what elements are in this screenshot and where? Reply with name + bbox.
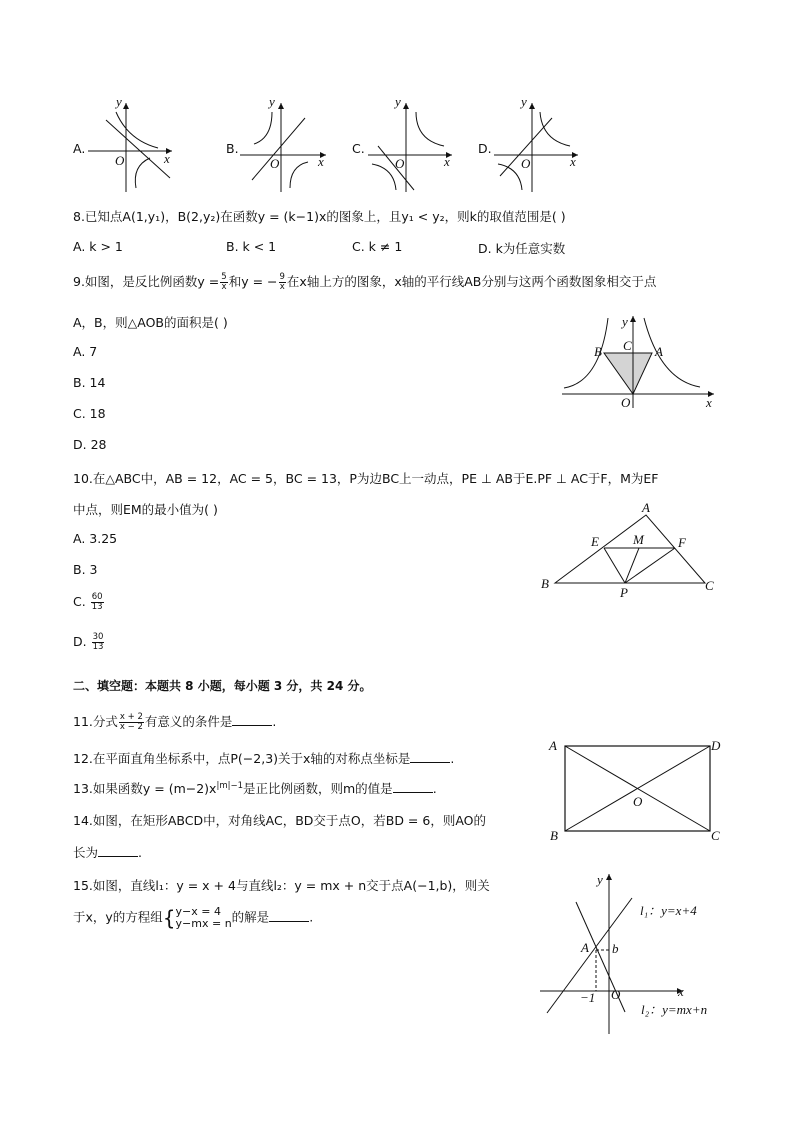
point-p: P bbox=[620, 585, 628, 600]
section-title: 二、填空题：本题共 8 小题，每小题 3 分，共 24 分。 bbox=[73, 679, 372, 693]
axis-x: x bbox=[678, 984, 684, 999]
point-c: C bbox=[705, 578, 714, 593]
origin: O bbox=[521, 156, 531, 171]
q10-stem-line1: 10.在△ABC中，AB = 12，AC = 5，BC = 13，P为边BC上一动点，PE ⊥ AB于E.PF ⊥ AC于F，M为EF bbox=[73, 471, 659, 486]
fraction: $\frac{60}{13}$ bbox=[91, 592, 103, 612]
q8-option-d: D. k为任意实数 bbox=[478, 241, 566, 256]
q14-line2: 长为 . bbox=[73, 845, 142, 860]
center-o: O bbox=[633, 794, 643, 809]
option-key: C. bbox=[352, 141, 365, 156]
axis-y: y bbox=[269, 94, 275, 109]
fraction: $\frac{5}{x}$ bbox=[221, 272, 227, 292]
q11: 11.分式 $\frac{x + 2}{x - 2}$ 有意义的条件是 . bbox=[73, 712, 277, 732]
q15-line1: 15.如图，直线l₁：y = x + 4与直线l₂：y = mx + n交于点A(−1,b)，则关 bbox=[73, 878, 490, 893]
label-neg1: −1 bbox=[580, 990, 596, 1005]
axis-x: x bbox=[706, 395, 712, 410]
q10-option-a: A. 3.25 bbox=[73, 531, 118, 546]
vertex-d: D bbox=[711, 738, 721, 753]
origin: O bbox=[621, 395, 631, 410]
q9-stem-line1: 9.如图，是反比例函数y = $\frac{5}{x}$ 和y = − $\frac{9}{x}$ 在x轴上方的图象，x轴的平行线AB分别与这两个函数图象相交于点 bbox=[73, 272, 657, 292]
fraction: $\frac{9}{x}$ bbox=[279, 272, 285, 292]
q15-line2: 于x，y的方程组{ y−x = 4 y−mx = n 的解是 . bbox=[73, 905, 314, 930]
q9-stem-line2: A，B，则△AOB的面积是( ) bbox=[73, 315, 228, 330]
answer-blank bbox=[232, 715, 272, 726]
label-b: b bbox=[612, 941, 619, 956]
axis-x: x bbox=[570, 154, 576, 169]
q10-option-c: C. $\frac{60}{13}$ bbox=[73, 592, 103, 612]
point-a: A bbox=[642, 500, 650, 515]
point-b: B bbox=[594, 344, 602, 359]
fraction: $\frac{30}{13}$ bbox=[92, 632, 104, 652]
axis-y: y bbox=[622, 314, 628, 329]
q14-line1: 14.如图，在矩形ABCD中，对角线AC，BD交于点O，若BD = 6，则AO的 bbox=[73, 813, 486, 828]
brace: { bbox=[162, 906, 176, 930]
line-l1-label: l₁：y=x+4 bbox=[640, 903, 697, 918]
point-m: M bbox=[633, 532, 644, 547]
q12: 12.在平面直角坐标系中，点P(−2,3)关于x轴的对称点坐标是 . bbox=[73, 751, 455, 766]
axis-y: y bbox=[521, 94, 527, 109]
answer-blank bbox=[410, 752, 450, 763]
origin: O bbox=[115, 153, 125, 168]
q8-option-c: C. k ≠ 1 bbox=[352, 239, 403, 254]
axis-x: x bbox=[318, 154, 324, 169]
equation-system: y−x = 4 y−mx = n bbox=[175, 905, 232, 930]
q13: 13.如果函数$y = (m-2)x^{|m|-1}$是正比例函数，则m的值是 . bbox=[73, 780, 437, 796]
q9-option-d: D. 28 bbox=[73, 437, 107, 452]
axis-x: x bbox=[444, 154, 450, 169]
point-a: A bbox=[581, 940, 589, 955]
q9-option-c: C. 18 bbox=[73, 406, 106, 421]
point-f: F bbox=[678, 535, 686, 550]
axis-y: y bbox=[597, 872, 603, 887]
q9-option-a: A. 7 bbox=[73, 344, 98, 359]
vertex-c: C bbox=[711, 828, 720, 843]
vertex-a: A bbox=[549, 738, 557, 753]
axis-y: y bbox=[395, 94, 401, 109]
q8-option-b: B. k < 1 bbox=[226, 239, 277, 254]
vertex-b: B bbox=[550, 828, 558, 843]
q10-option-d: D. $\frac{30}{13}$ bbox=[73, 632, 104, 652]
answer-blank bbox=[98, 846, 138, 857]
origin: O bbox=[270, 156, 280, 171]
q8-stem: 8.已知点A(1,y₁)，B(2,y₂)在函数y = (k−1)x的图象上，且y₁ < y₂，则k的取值范围是( ) bbox=[73, 209, 566, 224]
point-a: A bbox=[655, 344, 663, 359]
line-l2-label: l₂：y=mx+n bbox=[641, 1002, 708, 1017]
q8-option-a: A. k > 1 bbox=[73, 239, 123, 254]
point-e: E bbox=[591, 534, 599, 549]
origin: O bbox=[611, 987, 621, 1002]
answer-blank bbox=[393, 782, 433, 793]
axis-y: y bbox=[116, 94, 122, 109]
answer-blank bbox=[269, 911, 309, 922]
option-key: B. bbox=[226, 141, 239, 156]
point-b: B bbox=[541, 576, 549, 591]
fraction: $\frac{x + 2}{x - 2}$ bbox=[119, 712, 143, 732]
q10-option-b: B. 3 bbox=[73, 562, 98, 577]
option-key: A. bbox=[73, 141, 86, 156]
point-c: C bbox=[623, 338, 632, 353]
option-key: D. bbox=[478, 141, 492, 156]
q9-option-b: B. 14 bbox=[73, 375, 106, 390]
origin: O bbox=[395, 156, 405, 171]
q10-stem-line2: 中点，则EM的最小值为( ) bbox=[73, 502, 218, 517]
axis-x: x bbox=[164, 151, 170, 166]
